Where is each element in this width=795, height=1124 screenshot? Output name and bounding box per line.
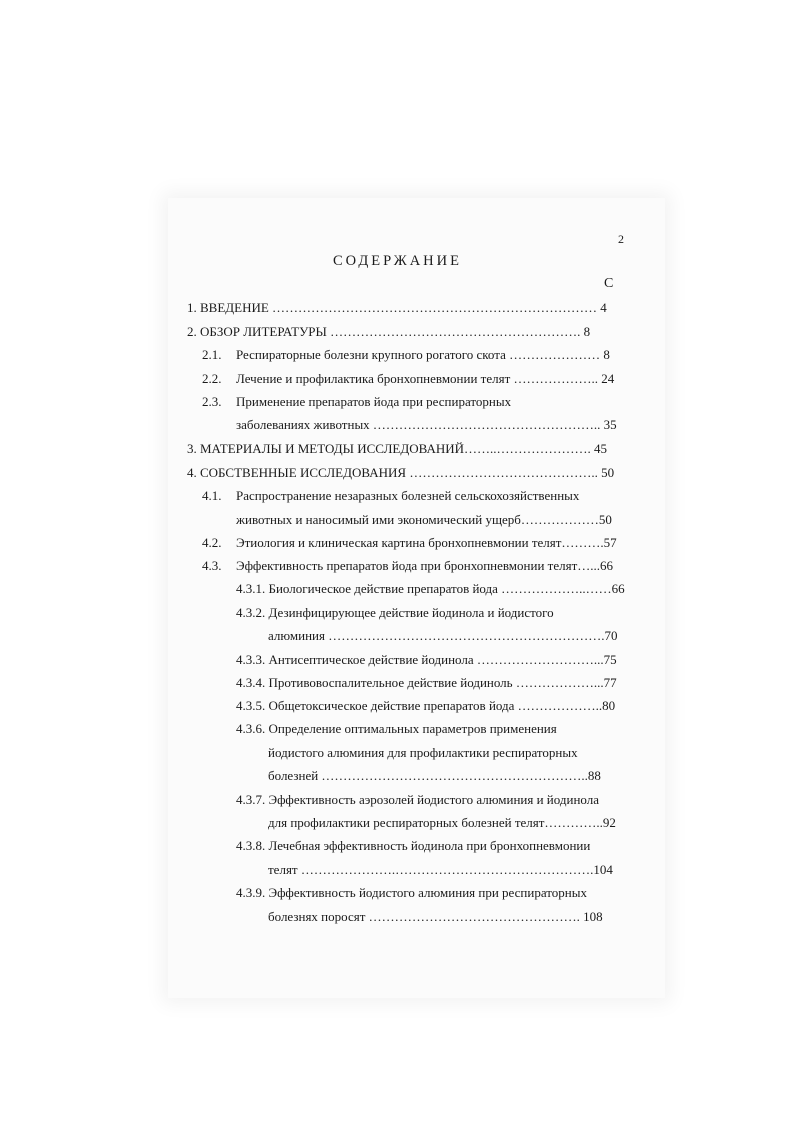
toc-number: 4.2. xyxy=(202,535,222,550)
page-sheet xyxy=(168,198,665,998)
toc-line: 4.3.4. Противовоспалительное действие йодиноль ………………...77 xyxy=(236,675,617,690)
toc-line: Этиология и клиническая картина бронхопневмонии телят……….57 xyxy=(236,535,617,550)
toc-line: для профилактики респираторных болезней телят…………..92 xyxy=(268,815,616,830)
toc-line: 4.3.9. Эффективность йодистого алюминия при респираторных xyxy=(236,885,587,900)
toc-line: животных и наносимый ими экономический ущерб………………50 xyxy=(236,512,612,527)
toc-number: 2.3. xyxy=(202,394,222,409)
toc-line: Применение препаратов йода при респираторных xyxy=(236,394,512,409)
toc-line: 4.3.5. Общетоксическое действие препаратов йода ………………..80 xyxy=(236,698,616,713)
toc-line: 3. МАТЕРИАЛЫ И МЕТОДЫ ИССЛЕДОВАНИЙ……..…………………. 45 xyxy=(187,441,608,456)
toc-line: 4.3.2. Дезинфицирующее действие йодинола и йодистого xyxy=(236,605,554,620)
toc-line: 4.3.6. Определение оптимальных параметров применения xyxy=(236,721,557,736)
toc-line: 4.3.3. Антисептическое действие йодинола ………………………...75 xyxy=(236,652,617,667)
toc-line: заболеваниях животных …………………………………………….. 35 xyxy=(236,417,617,432)
toc-line: 4.3.8. Лечебная эффективность йодинола при бронхопневмонии xyxy=(236,838,591,853)
toc-line: Эффективность препаратов йода при бронхопневмонии телят…...66 xyxy=(236,558,613,573)
toc-line: 4. СОБСТВЕННЫЕ ИССЛЕДОВАНИЯ …………………………………….. 50 xyxy=(187,465,615,480)
page-column-header: С xyxy=(604,276,614,291)
page-title: СОДЕРЖАНИЕ xyxy=(333,253,462,269)
toc-line: болезнях поросят …………………………………………. 108 xyxy=(268,909,603,924)
toc-line: 4.3.7. Эффективность аэрозолей йодистого алюминия и йодинола xyxy=(236,792,599,807)
toc-line: телят ………………….……………………………………….104 xyxy=(268,862,613,877)
toc-number: 4.3. xyxy=(202,558,222,573)
toc-number: 4.1. xyxy=(202,488,222,503)
toc-number: 2.2. xyxy=(202,371,222,386)
page-number: 2 xyxy=(618,232,624,246)
toc-number: 2.1. xyxy=(202,347,222,362)
toc-line: Распространение незаразных болезней сельскохозяйственных xyxy=(236,488,580,503)
toc-line: 2. ОБЗОР ЛИТЕРАТУРЫ …………………………………………………. 8 xyxy=(187,324,591,339)
toc-line: алюминия ……………………………………………………….70 xyxy=(268,628,618,643)
toc-line: 4.3.1. Биологическое действие препаратов йода ………………..……66 xyxy=(236,581,625,596)
toc-line: 1. ВВЕДЕНИЕ ………………………………………………………………… 4 xyxy=(187,300,607,315)
toc-line: Лечение и профилактика бронхопневмонии телят ……………….. 24 xyxy=(236,371,615,386)
toc-line: йодистого алюминия для профилактики респираторных xyxy=(268,745,578,760)
toc-line: Респираторные болезни крупного рогатого скота ………………… 8 xyxy=(236,347,610,362)
toc-line: болезней ……………………………………………………..88 xyxy=(268,768,601,783)
